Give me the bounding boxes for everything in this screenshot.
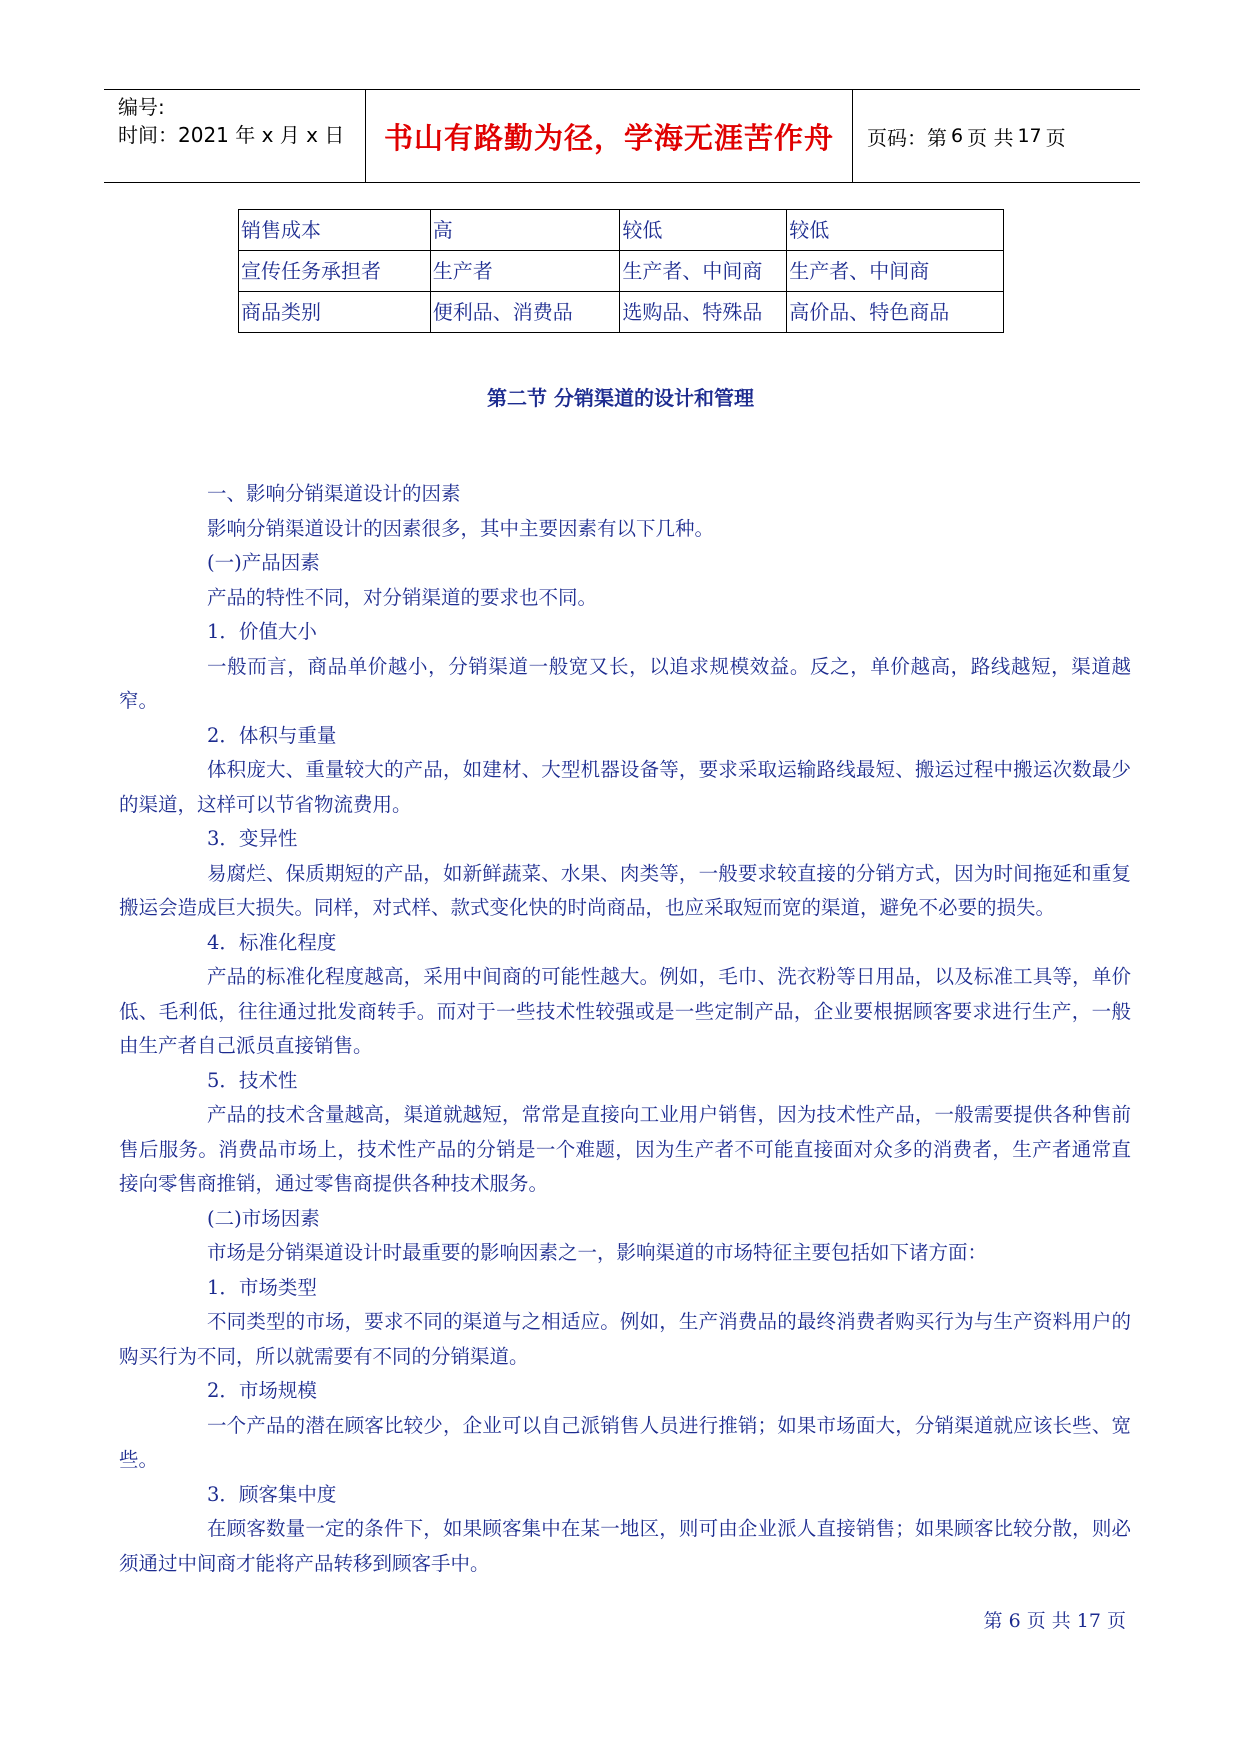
- paragraph: 影响分销渠道设计的因素很多，其中主要因素有以下几种。: [207, 516, 715, 540]
- table-cell: 生产者、中间商: [620, 251, 787, 292]
- paragraph: 体积庞大、重量较大的产品，如建材、大型机器设备等，要求采取运输路线最短、搬运过程中搬运次数最少的渠道，这样可以节省物流费用。: [119, 758, 1131, 816]
- table-cell: 商品类别: [239, 292, 431, 333]
- paragraph: 易腐烂、保质期短的产品，如新鲜蔬菜、水果、肉类等，一般要求较直接的分销方式，因为时间拖延和重复搬运会造成巨大损失。同样，对式样、款式变化快的时尚商品，也应采取短而宽的渠道，避免不必要的损失。: [119, 861, 1131, 919]
- table-cell: 便利品、消费品: [430, 292, 620, 333]
- paragraph: 1．市场类型: [207, 1275, 317, 1299]
- paragraph: 1．价值大小: [207, 620, 317, 643]
- table-cell: 较低: [787, 210, 1004, 251]
- document-number-label: 编号:: [118, 95, 165, 119]
- table-row: [239, 210, 1004, 251]
- paragraph: 2．市场规模: [207, 1379, 317, 1402]
- paragraph: 市场是分销渠道设计时最重要的影响因素之一，影响渠道的市场特征主要包括如下诸方面：: [207, 1241, 988, 1264]
- table-cell: 选购品、特殊品: [620, 292, 787, 333]
- paragraph: 5．技术性: [207, 1068, 298, 1092]
- paragraph: 产品的标准化程度越高，采用中间商的可能性越大。例如，毛巾、洗衣粉等日用品，以及标准工具等，单价低、毛利低，往往通过批发商转手。而对于一些技术性较强或是一些定制产品，企业要根据顾客要求进行生产，一般由生产者自己派员直接销售。: [119, 965, 1131, 1057]
- table-row: [239, 251, 1004, 292]
- page-prefix: 页码：第: [867, 125, 947, 150]
- page-number: 6: [951, 125, 964, 147]
- paragraph: 产品的技术含量越高，渠道就越短，常常是直接向工业用户销售，因为技术性产品，一般需要提供各种售前售后服务。消费品市场上，技术性产品的分销是一个难题，因为生产者不可能直接面对众多的消费者，生产者通常直接向零售商推销，通过零售商提供各种技术服务。: [119, 1103, 1131, 1195]
- table-cell: 生产者: [430, 251, 620, 292]
- page-footer: 第 6 页 共 17 页: [983, 1610, 1126, 1632]
- table-row: [239, 292, 1004, 333]
- paragraph: 产品的特性不同，对分销渠道的要求也不同。: [207, 585, 598, 609]
- paragraph: 不同类型的市场，要求不同的渠道与之相适应。例如，生产消费品的最终消费者购买行为与生产资料用户的购买行为不同，所以就需要有不同的分销渠道。: [119, 1310, 1131, 1368]
- header-meta: [104, 90, 366, 182]
- page-suffix: 页: [1045, 125, 1066, 150]
- body-text: [119, 477, 1131, 1581]
- header-motto: 书山有路勤为径，学海无涯苦作舟: [366, 90, 853, 182]
- table-cell: 生产者、中间商: [787, 251, 1004, 292]
- table-cell: 高价品、特色商品: [787, 292, 1004, 333]
- paragraph: 4．标准化程度: [207, 930, 337, 954]
- paragraph: 3．变异性: [207, 827, 298, 850]
- paragraph: 3．顾客集中度: [207, 1482, 337, 1506]
- table-cell: 较低: [620, 210, 787, 251]
- paragraph: 在顾客数量一定的条件下，如果顾客集中在某一地区，则可由企业派人直接销售；如果顾客比较分散，则必须通过中间商才能将产品转移到顾客手中。: [119, 1517, 1131, 1575]
- page-header: [104, 89, 1140, 183]
- document-time-label: 时间：2021 年 x 月 x 日: [118, 123, 345, 147]
- paragraph: 一般而言，商品单价越小，分销渠道一般宽又长，以追求规模效益。反之，单价越高，路线越短，渠道越窄。: [119, 654, 1131, 712]
- section-title: 第二节 分销渠道的设计和管理: [487, 386, 754, 410]
- paragraph: 2．体积与重量: [207, 723, 337, 747]
- paragraph: (二)市场因素: [207, 1206, 320, 1230]
- channel-comparison-table: [238, 209, 1004, 333]
- paragraph: 一、影响分销渠道设计的因素: [207, 482, 461, 505]
- page-mid: 页 共: [967, 125, 1014, 150]
- table-cell: 宣传任务承担者: [239, 251, 431, 292]
- page-total: 17: [1017, 125, 1042, 147]
- header-page-indicator: [853, 90, 1140, 182]
- table-cell: 销售成本: [239, 210, 431, 251]
- table-cell: 高: [430, 210, 620, 251]
- paragraph: (一)产品因素: [207, 551, 320, 574]
- paragraph: 一个产品的潜在顾客比较少，企业可以自己派销售人员进行推销；如果市场面大，分销渠道就应该长些、宽些。: [119, 1413, 1131, 1471]
